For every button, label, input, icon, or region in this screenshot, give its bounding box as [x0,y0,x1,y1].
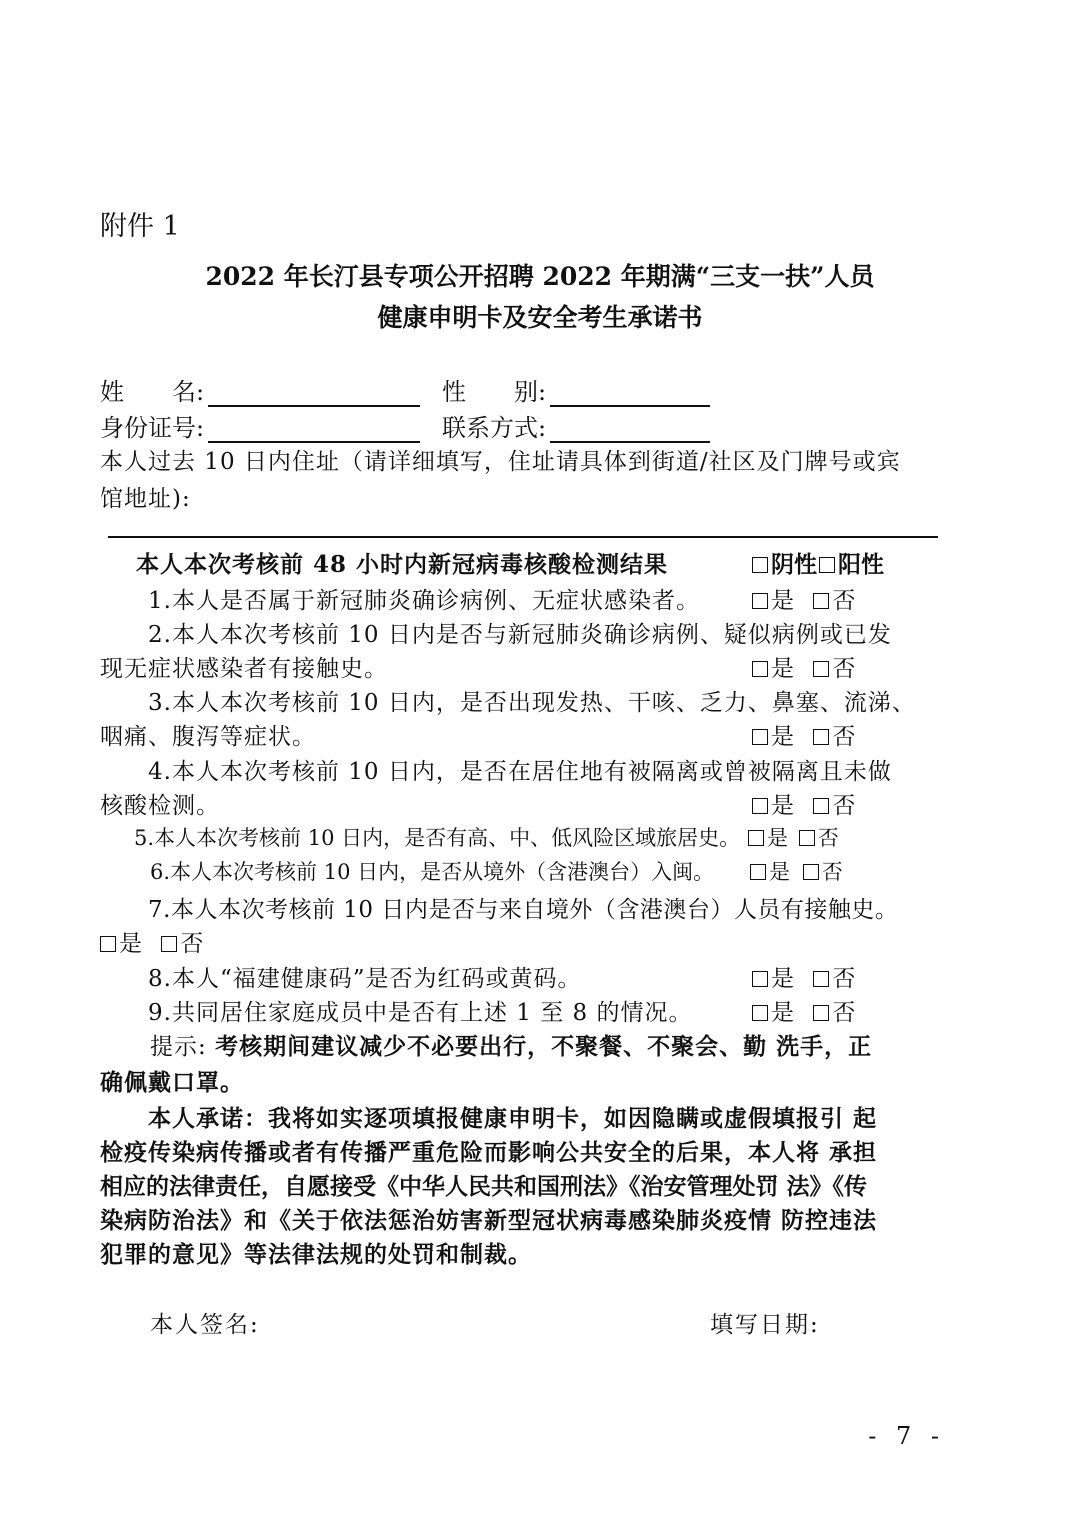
no-label: 否 [832,966,856,992]
q4-options [752,787,855,820]
q5-yes-checkbox[interactable] [748,830,764,846]
name-label: 姓 名: [100,378,205,406]
tip-label: 提示: [150,1034,207,1060]
gender-field[interactable] [442,372,710,407]
positive-checkbox[interactable] [819,557,835,573]
id-label: 身份证号: [100,414,205,442]
yes-label: 是 [771,724,794,750]
yes-label: 是 [119,931,142,957]
test-result-label: 本人本次考核前 48 小时内新冠病毒核酸检测结果 [136,551,669,578]
no-label: 否 [832,724,856,750]
question-4-line-1: 4.本人本次考核前 10 日内，是否在居住地有被隔离或曾被隔离且未做 [148,759,892,785]
question-3-line-2: 咽痛、腹泻等症状。 [100,724,316,750]
question-2-line-1: 2.本人本次考核前 10 日内是否与新冠肺炎确诊病例、疑似病例或已发 [148,622,892,648]
date-label: 填写日期: [710,1312,820,1338]
q8-options [752,960,855,993]
negative-checkbox[interactable] [752,557,768,573]
question-1: 1.本人是否属于新冠肺炎确诊病例、无症状感染者。 [148,588,700,614]
yes-label: 是 [769,860,790,884]
question-4-line-2: 核酸检测。 [100,793,220,819]
q2-yes-checkbox[interactable] [752,661,768,677]
address-line-2: 馆地址): [100,486,191,512]
q9-no-checkbox[interactable] [813,1005,829,1021]
question-6: 6.本人本次考核前 10 日内，是否从境外（含港澳台）入闽。 [150,860,715,884]
q4-yes-checkbox[interactable] [752,798,768,814]
positive-label: 阳性 [838,551,884,578]
q9-options [752,994,855,1027]
id-input-line[interactable] [208,419,420,443]
q4-no-checkbox[interactable] [813,798,829,814]
name-input-line[interactable] [208,383,420,407]
contact-input-line[interactable] [550,419,710,443]
q2-options [752,650,855,683]
contact-label: 联系方式: [442,414,547,442]
q7-yes-checkbox[interactable] [100,936,116,952]
q6-no-checkbox[interactable] [803,864,819,880]
q3-options [752,718,855,751]
yes-label: 是 [767,826,788,850]
question-9: 9.共同居住家庭成员中是否有上述 1 至 8 的情况。 [148,1000,693,1026]
address-input-line[interactable] [108,536,938,538]
q1-yes-checkbox[interactable] [752,593,768,609]
tip-line-2: 确佩戴口罩。 [100,1069,244,1096]
title-line-1: 2022 年长汀县专项公开招聘 2022 年期满“三支一扶”人员 [205,262,875,291]
question-5: 5.本人本次考核前 10 日内，是否有高、中、低风险区域旅居史。 [134,826,741,850]
gender-input-line[interactable] [550,383,710,407]
no-label: 否 [832,1000,856,1026]
question-7: 7.本人本次考核前 10 日内是否与来自境外（含港澳台）人员有接触史。 [148,897,899,923]
page-number: - 7 - [868,1422,945,1450]
test-result-options [752,546,884,579]
signature-label: 本人签名: [150,1312,260,1338]
q5-options [748,822,839,852]
pledge-line-4: 染病防治法》和《关于依法惩治妨害新型冠状病毒感染肺炎疫情 防控违法 [100,1207,878,1234]
name-field[interactable] [100,372,420,407]
no-label: 否 [180,931,204,957]
q3-yes-checkbox[interactable] [752,729,768,745]
no-label: 否 [832,656,856,682]
yes-label: 是 [771,966,794,992]
yes-label: 是 [771,1000,794,1026]
q9-yes-checkbox[interactable] [752,1005,768,1021]
no-label: 否 [821,860,843,884]
id-field[interactable] [100,408,420,443]
q8-yes-checkbox[interactable] [752,971,768,987]
pledge-line-3: 相应的法律责任，自愿接受《中华人民共和国刑法》《治安管理处罚 法》《传 [100,1173,868,1200]
yes-label: 是 [771,588,794,614]
yes-label: 是 [771,793,794,819]
attachment-label: 附件 1 [100,211,180,242]
q8-no-checkbox[interactable] [813,971,829,987]
pledge-line-5: 犯罪的意见》等法律法规的处罚和制裁。 [100,1241,532,1268]
tip-text-1: 考核期间建议减少不必要出行，不聚餐、不聚会、勤 洗手，正 [215,1033,873,1060]
question-3-line-1: 3.本人本次考核前 10 日内，是否出现发热、干咳、乏力、鼻塞、流涕、 [148,690,916,716]
q1-no-checkbox[interactable] [813,593,829,609]
question-2-line-2: 现无症状感染者有接触史。 [100,656,388,682]
no-label: 否 [832,793,856,819]
gender-label: 性 别: [442,378,547,406]
yes-label: 是 [771,656,794,682]
negative-label: 阴性 [771,551,817,578]
pledge-line-2: 检疫传染病传播或者有传播严重危险而影响公共安全的后果，本人将 承担 [100,1139,878,1166]
no-label: 否 [817,826,839,850]
q7-no-checkbox[interactable] [161,936,177,952]
q6-options [750,856,843,886]
address-line-1: 本人过去 10 日内住址（请详细填写，住址请具体到街道/社区及门牌号或宾 [100,449,901,475]
no-label: 否 [832,588,856,614]
q3-no-checkbox[interactable] [813,729,829,745]
q6-yes-checkbox[interactable] [750,864,766,880]
q1-options [752,582,855,615]
q2-no-checkbox[interactable] [813,661,829,677]
contact-field[interactable] [442,408,710,443]
q7-options [100,925,203,958]
title-line-2: 健康申明卡及安全考生承诺书 [377,303,703,332]
q5-no-checkbox[interactable] [799,830,815,846]
tip-line-1 [150,1028,872,1061]
pledge-line-1: 本人承诺：我将如实逐项填报健康申明卡，如因隐瞒或虚假填报引 起 [148,1105,878,1132]
question-8: 8.本人“福建健康码”是否为红码或黄码。 [148,966,582,992]
